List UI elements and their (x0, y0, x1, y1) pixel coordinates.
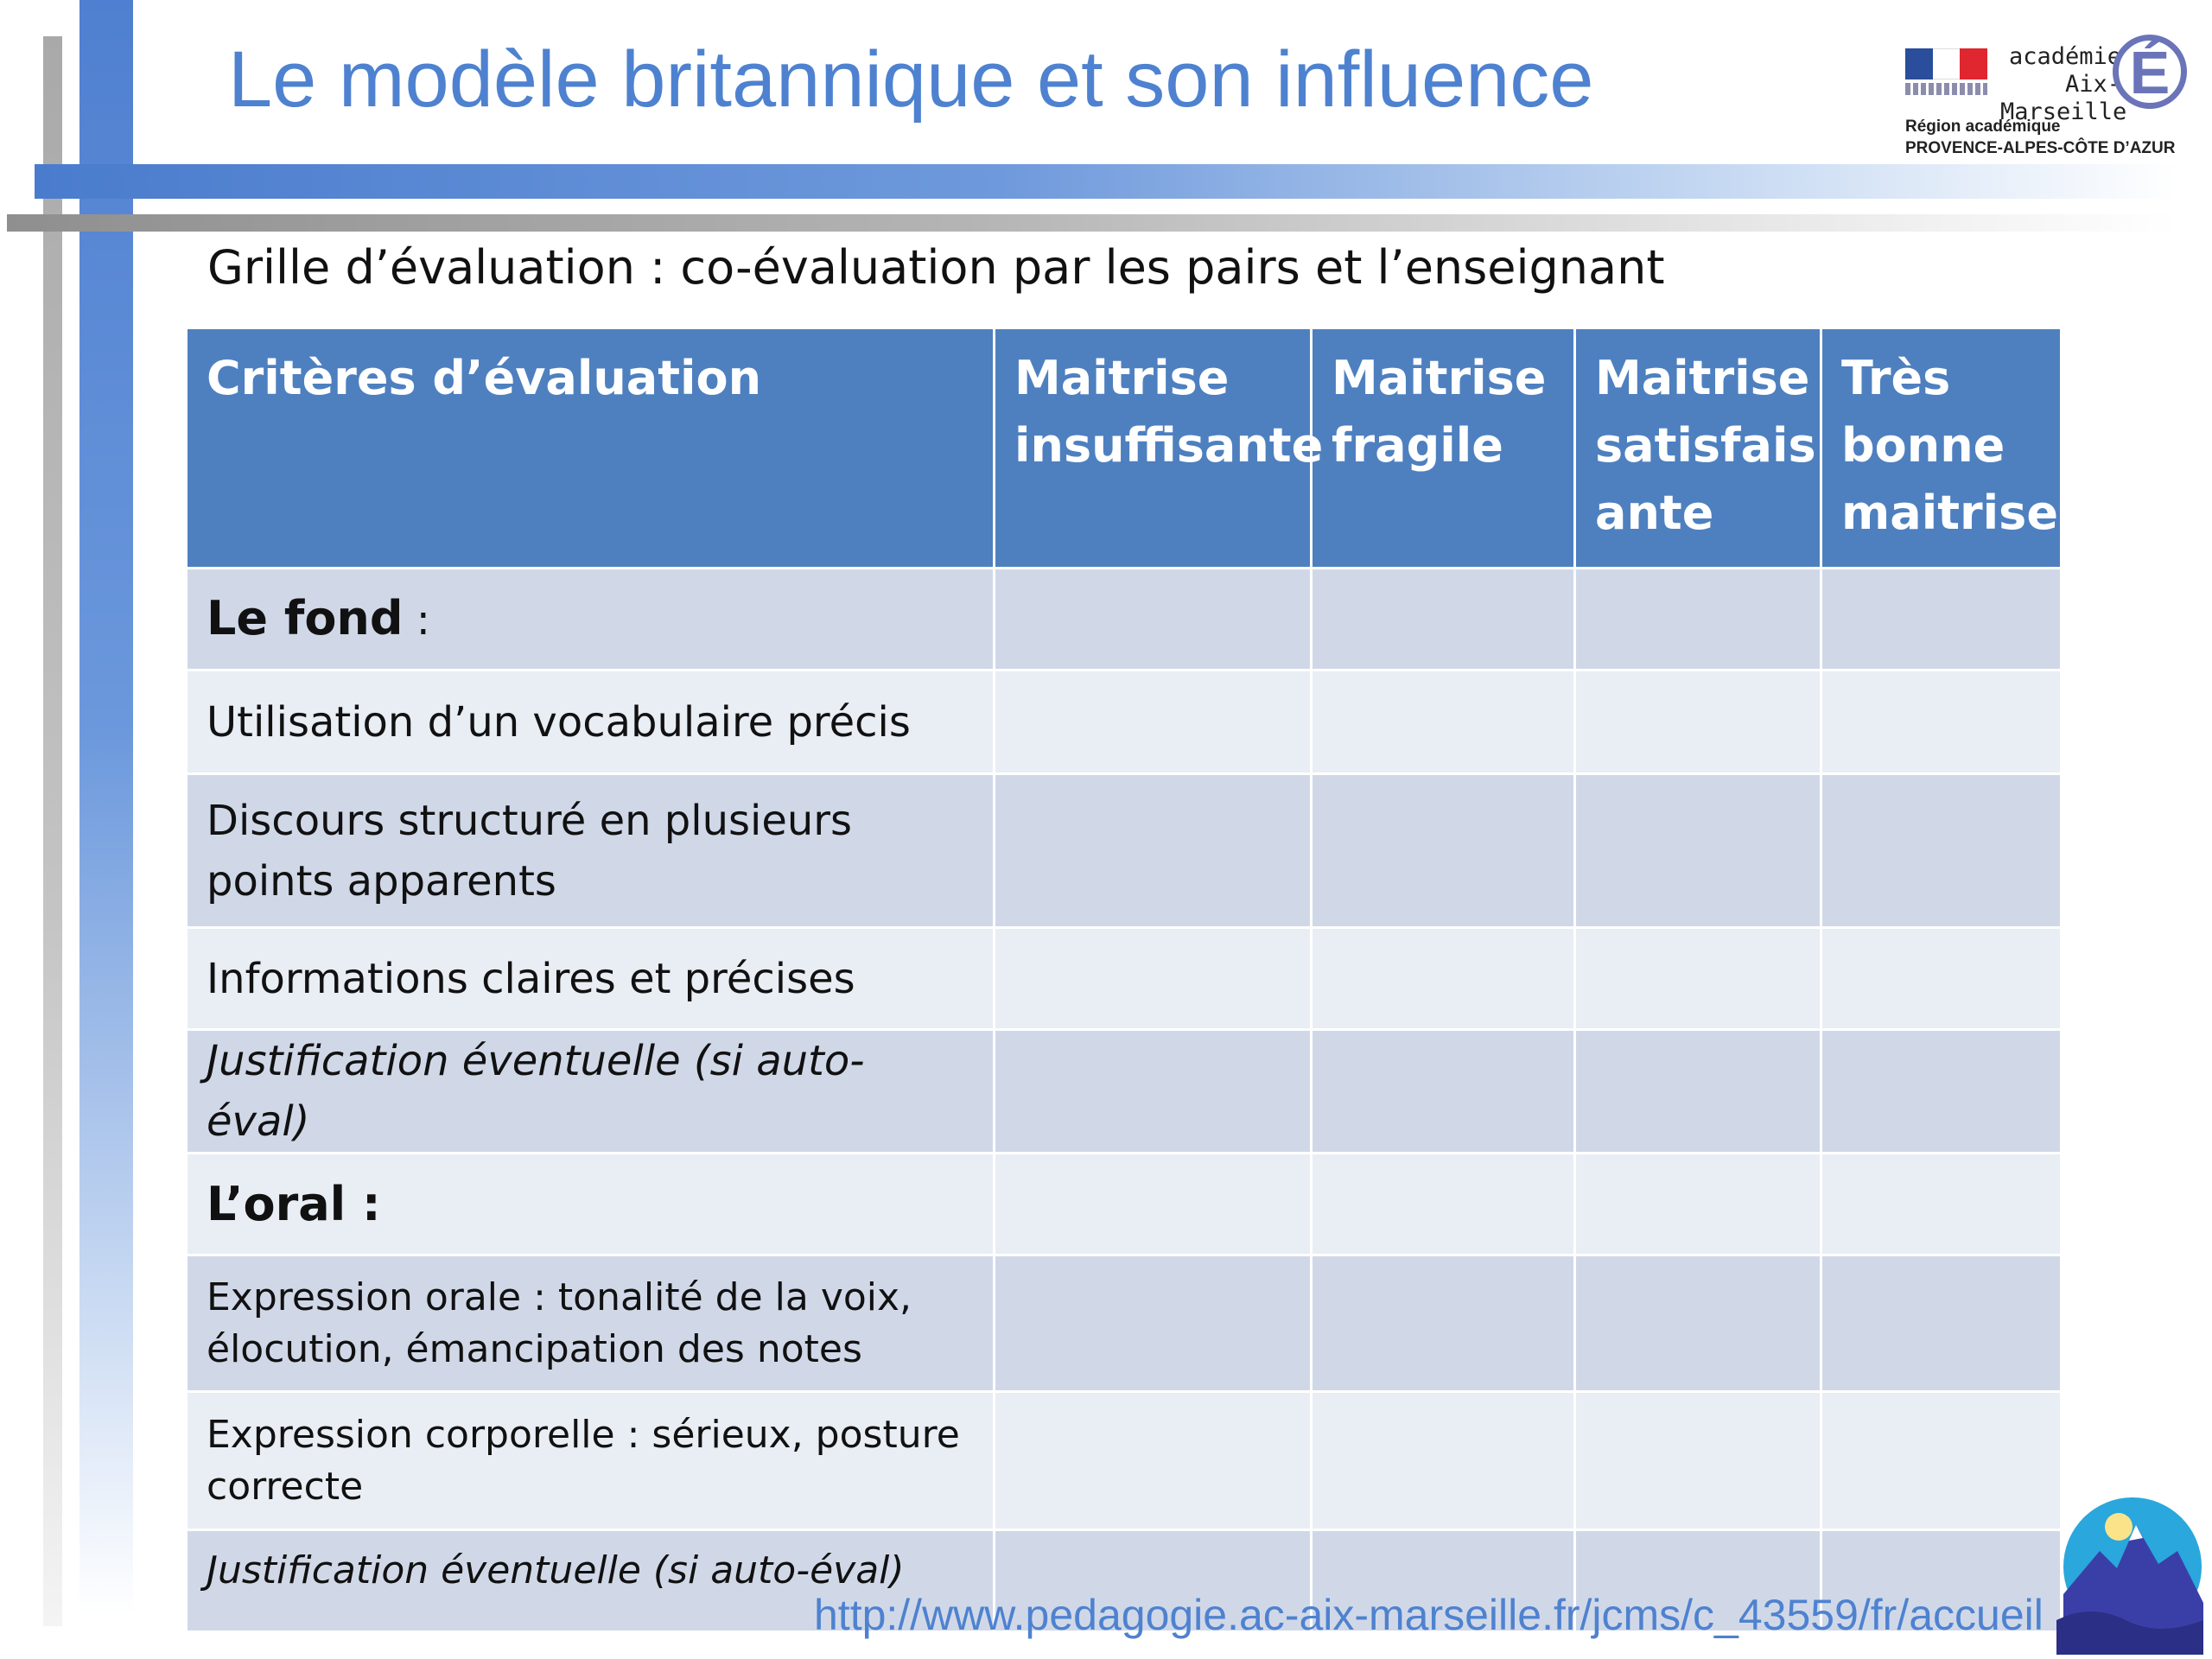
table-cell[interactable] (1312, 1255, 1575, 1392)
table-cell[interactable] (1575, 774, 1821, 928)
region-line2: PROVENCE-ALPES-CÔTE D’AZUR (1905, 139, 2176, 157)
section-label-oral: L’oral : (187, 1154, 995, 1255)
table-cell[interactable] (1575, 1154, 1821, 1255)
table-cell[interactable] (995, 1154, 1312, 1255)
table-row (187, 1255, 2062, 1392)
table-cell[interactable] (1575, 928, 1821, 1030)
table-cell[interactable] (1821, 1154, 2062, 1255)
academie-line1: académie (2008, 43, 2121, 70)
academie-line2: Aix-Marseille (2000, 71, 2127, 125)
decor-vertical-grey-bar (43, 36, 62, 1626)
table-cell[interactable] (1821, 774, 2062, 928)
decor-vertical-blue-bar (79, 0, 133, 1616)
table-cell[interactable] (1821, 1255, 2062, 1392)
criterion-label: Expression orale : tonalité de la voix, élocution, émancipation des notes (187, 1255, 995, 1392)
table-row (187, 1392, 2062, 1530)
table-row (187, 1030, 2062, 1154)
academie-e-icon: É (2113, 35, 2187, 109)
criterion-label-justification: Justification éventuelle (si auto-éval) (187, 1530, 995, 1632)
table-cell[interactable] (1575, 1255, 1821, 1392)
header-satisfactory: Maitrise satisfais ante (1575, 328, 1821, 569)
header-criteria: Critères d’évaluation (187, 328, 995, 569)
table-row (187, 774, 2062, 928)
decor-horizontal-grey-bar (7, 214, 2176, 232)
table-cell[interactable] (1821, 569, 2062, 671)
criterion-label: Expression corporelle : sérieux, posture correcte (187, 1392, 995, 1530)
table-cell[interactable] (1821, 1030, 2062, 1154)
table-cell[interactable] (1821, 671, 2062, 774)
table-cell[interactable] (1312, 1392, 1575, 1530)
table-cell[interactable] (1821, 928, 2062, 1030)
table-cell[interactable] (995, 671, 1312, 774)
table-cell[interactable] (1312, 774, 1575, 928)
criterion-label-justification: Justification éventuelle (si auto- éval) (187, 1030, 995, 1154)
table-cell[interactable] (1312, 671, 1575, 774)
table-cell[interactable] (1312, 1154, 1575, 1255)
table-row (187, 928, 2062, 1030)
table-cell[interactable] (995, 928, 1312, 1030)
table-cell[interactable] (1575, 569, 1821, 671)
table-row (187, 671, 2062, 774)
mountain-logo-icon (2056, 1491, 2203, 1655)
slide-title: Le modèle britannique et son influence (228, 35, 1594, 124)
criterion-label: Utilisation d’un vocabulaire précis (187, 671, 995, 774)
header-very-good: Très bonne maitrise (1821, 328, 2062, 569)
table-cell[interactable] (995, 774, 1312, 928)
table-cell[interactable] (1312, 928, 1575, 1030)
table-cell[interactable] (995, 1255, 1312, 1392)
table-cell[interactable] (1312, 569, 1575, 671)
academie-logo (1897, 9, 2203, 164)
table-header-row (187, 328, 2062, 569)
table-row (187, 569, 2062, 671)
section-fond-suffix: : (403, 595, 430, 645)
region-line1: Région académique (1905, 118, 2061, 136)
header-insufficient: Maitrise insuffisante (995, 328, 1312, 569)
french-flag-icon (1905, 48, 1987, 79)
table-cell[interactable] (1575, 1030, 1821, 1154)
footer-url-link[interactable]: http://www.pedagogie.ac-aix-marseille.fr/jcms/c_43559/fr/accueil (814, 1591, 2044, 1639)
region-label (1905, 116, 2175, 159)
section-label-fond (187, 569, 995, 671)
flag-caption-decor (1905, 83, 1987, 95)
table-cell[interactable] (1821, 1392, 2062, 1530)
evaluation-grid (185, 327, 2063, 1633)
slide-subtitle: Grille d’évaluation : co-évaluation par les pairs et l’enseignant (207, 240, 1665, 295)
academie-name (2000, 43, 2127, 126)
decor-horizontal-blue-bar (35, 164, 2177, 199)
table-cell[interactable] (995, 569, 1312, 671)
table-cell[interactable] (995, 1030, 1312, 1154)
section-fond-bold: Le fond (207, 590, 404, 645)
table-cell[interactable] (1312, 1030, 1575, 1154)
table-row (187, 1154, 2062, 1255)
table-cell[interactable] (995, 1392, 1312, 1530)
criterion-label: Discours structuré en plusieurs points apparents (187, 774, 995, 928)
table-cell[interactable] (1575, 1392, 1821, 1530)
criterion-label: Informations claires et précises (187, 928, 995, 1030)
header-fragile: Maitrise fragile (1312, 328, 1575, 569)
table-cell[interactable] (1575, 671, 1821, 774)
